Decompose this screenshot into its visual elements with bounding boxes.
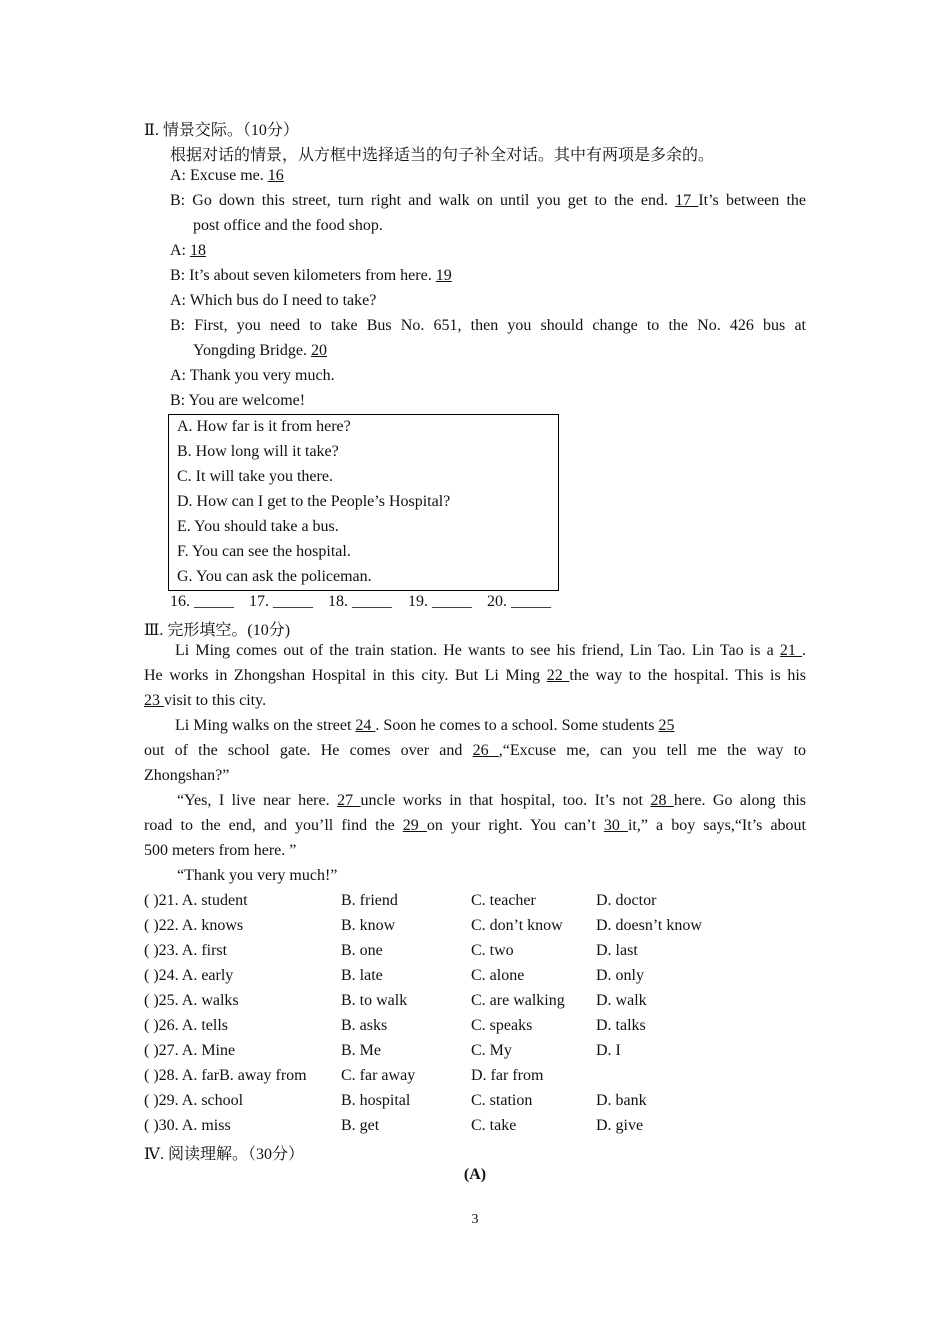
blank-23[interactable]: 23 [144, 692, 164, 709]
passage-line: Li Ming walks on the street 24 . Soon he comes to a school. Some students 25 [175, 717, 675, 734]
passage-line: out of the school gate. He comes over and 26 ,“Excuse me, can you tell me the way to [144, 742, 807, 759]
question-28[interactable]: ( )28. A. farB. away from [144, 1067, 307, 1084]
question-21-option-c[interactable]: C. teacher [471, 892, 536, 909]
blank-25[interactable]: 25 [658, 717, 675, 734]
question-26-option-c[interactable]: C. speaks [471, 1017, 533, 1034]
dialogue-line: A: Thank you very much. [170, 367, 335, 384]
blank-19[interactable]: 19 [435, 267, 452, 284]
question-24-option-d[interactable]: D. only [596, 967, 644, 984]
blank-21[interactable]: 21 [779, 642, 803, 659]
question-23-option-b[interactable]: B. one [341, 942, 383, 959]
question-29[interactable]: ( )29. A. school [144, 1092, 244, 1109]
options-box [168, 414, 559, 591]
passage-line: Zhongshan?” [144, 767, 230, 784]
passage-line: “Yes, I live near here. 27 uncle works in that hospital, too. It’s not 28 here. Go along this [177, 792, 807, 809]
dialogue-line: B: Go down this street, turn right and walk on until you get to the end. 17 It’s between the [170, 192, 806, 209]
question-22-option-b[interactable]: B. know [341, 917, 396, 934]
passage-line: 23 visit to this city. [144, 692, 267, 709]
answer-16[interactable]: 16. _____ [170, 593, 234, 610]
passage-a-label: (A) [463, 1166, 487, 1183]
question-21-option-d[interactable]: D. doctor [596, 892, 657, 909]
section-2-heading: Ⅱ. 情景交际。（10分） [144, 122, 299, 139]
question-21-option-b[interactable]: B. friend [341, 892, 398, 909]
question-30[interactable]: ( )30. A. miss [144, 1117, 231, 1134]
answer-19[interactable]: 19. _____ [408, 593, 472, 610]
question-24-option-c[interactable]: C. alone [471, 967, 525, 984]
question-30-option-b[interactable]: B. get [341, 1117, 380, 1134]
dialogue-line: A: 18 [170, 242, 206, 259]
dialogue-line: Yongding Bridge. 20 [193, 342, 327, 359]
blank-18[interactable]: 18 [190, 242, 206, 259]
question-22-option-d[interactable]: D. doesn’t know [596, 917, 702, 934]
question-22-option-c[interactable]: C. don’t know [471, 917, 563, 934]
option-f: F. You can see the hospital. [177, 543, 351, 560]
section-2-instruction: 根据对话的情景，从方框中选择适当的句子补全对话。其中有两项是多余的。 [170, 147, 715, 164]
question-27[interactable]: ( )27. A. Mine [144, 1042, 236, 1059]
answer-17[interactable]: 17. _____ [249, 593, 313, 610]
question-27-option-c[interactable]: C. My [471, 1042, 512, 1059]
question-29-option-b[interactable]: B. hospital [341, 1092, 411, 1109]
blank-27[interactable]: 27 [337, 792, 361, 809]
question-23[interactable]: ( )23. A. first [144, 942, 228, 959]
question-27-option-d[interactable]: D. I [596, 1042, 621, 1059]
question-25[interactable]: ( )25. A. walks [144, 992, 239, 1009]
passage-line: 500 meters from here. ” [144, 842, 297, 859]
answer-18[interactable]: 18. _____ [328, 593, 392, 610]
blank-26[interactable]: 26 [472, 742, 499, 759]
answer-20[interactable]: 20. _____ [487, 593, 551, 610]
blank-30[interactable]: 30 [603, 817, 628, 834]
dialogue-line: B: You are welcome! [170, 392, 306, 409]
question-25-option-d[interactable]: D. walk [596, 992, 647, 1009]
dialogue-line: B: First, you need to take Bus No. 651, then you should change to the No. 426 bus at [170, 317, 806, 334]
dialogue-line: A: Excuse me. 16 [170, 167, 284, 184]
question-25-option-b[interactable]: B. to walk [341, 992, 408, 1009]
question-30-option-c[interactable]: C. take [471, 1117, 517, 1134]
blank-22[interactable]: 22 [546, 667, 570, 684]
blank-20[interactable]: 20 [310, 342, 327, 359]
question-26-option-d[interactable]: D. talks [596, 1017, 646, 1034]
question-24-option-b[interactable]: B. late [341, 967, 383, 984]
question-30-option-d[interactable]: D. give [596, 1117, 644, 1134]
question-23-option-c[interactable]: C. two [471, 942, 514, 959]
question-29-option-d[interactable]: D. bank [596, 1092, 647, 1109]
option-a: A. How far is it from here? [177, 418, 351, 435]
section-3-heading: Ⅲ. 完形填空。(10分) [144, 622, 291, 639]
passage-line: He works in Zhongshan Hospital in this city. But Li Ming 22 the way to the hospital. This is his [144, 667, 806, 684]
question-21[interactable]: ( )21. A. student [144, 892, 248, 909]
option-b: B. How long will it take? [177, 443, 339, 460]
question-22[interactable]: ( )22. A. knows [144, 917, 244, 934]
question-26[interactable]: ( )26. A. tells [144, 1017, 228, 1034]
passage-line: “Thank you very much!” [177, 867, 338, 884]
question-27-option-b[interactable]: B. Me [341, 1042, 381, 1059]
passage-line: road to the end, and you’ll find the 29 on your right. You can’t 30 it,” a boy says,“It’s about [144, 817, 806, 834]
blank-17[interactable]: 17 [675, 192, 699, 209]
blank-28[interactable]: 28 [650, 792, 674, 809]
option-e: E. You should take a bus. [177, 518, 339, 535]
question-26-option-b[interactable]: B. asks [341, 1017, 388, 1034]
dialogue-line: post office and the food shop. [193, 217, 383, 234]
question-24[interactable]: ( )24. A. early [144, 967, 234, 984]
question-25-option-c[interactable]: C. are walking [471, 992, 565, 1009]
dialogue-line: A: Which bus do I need to take? [170, 292, 377, 309]
section-4-heading: Ⅳ. 阅读理解。（30分） [144, 1146, 304, 1163]
question-28-option-c[interactable]: C. far away [341, 1067, 416, 1084]
question-29-option-c[interactable]: C. station [471, 1092, 533, 1109]
page-number: 3 [471, 1212, 479, 1227]
blank-16[interactable]: 16 [267, 167, 284, 184]
question-23-option-d[interactable]: D. last [596, 942, 638, 959]
question-28-option-d[interactable]: D. far from [471, 1067, 544, 1084]
passage-line: Li Ming comes out of the train station. He wants to see his friend, Lin Tao. Lin Tao is a 21 . [175, 642, 807, 659]
option-d: D. How can I get to the People’s Hospital? [177, 493, 451, 510]
dialogue-line: B: It’s about seven kilometers from here. 19 [170, 267, 452, 284]
blank-29[interactable]: 29 [402, 817, 427, 834]
option-g: G. You can ask the policeman. [177, 568, 372, 585]
blank-24[interactable]: 24 [355, 717, 376, 734]
option-c: C. It will take you there. [177, 468, 333, 485]
